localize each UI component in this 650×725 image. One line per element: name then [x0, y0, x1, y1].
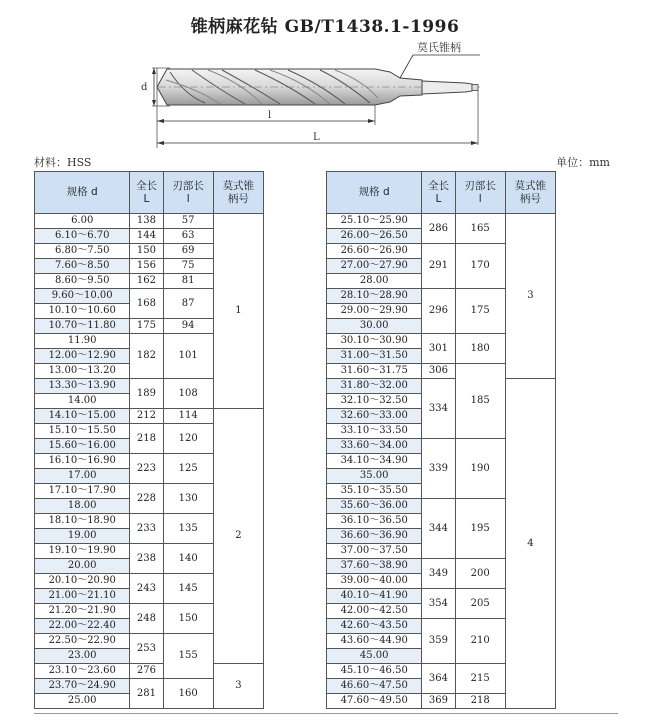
total-length-cell: 339 — [422, 439, 455, 499]
flute-length-cell: 155 — [163, 634, 213, 679]
spec-cell: 23.10～23.60 — [35, 664, 130, 679]
unit-label: 单位：mm — [556, 156, 610, 169]
flute-length-cell: 87 — [163, 289, 213, 319]
spec-cell: 20.10～20.90 — [35, 574, 130, 589]
flute-length-cell: 114 — [163, 409, 213, 424]
spec-cell: 36.60～36.90 — [327, 529, 422, 544]
spec-cell: 43.60～44.90 — [327, 634, 422, 649]
flute-length-cell: 94 — [163, 319, 213, 334]
spec-cell: 35.10～35.50 — [327, 484, 422, 499]
table-row — [35, 409, 264, 424]
spec-cell: 23.70～24.90 — [35, 679, 130, 694]
spec-cell: 25.10～25.90 — [327, 214, 422, 229]
total-length-cell: 344 — [422, 499, 455, 559]
drill-drawing — [130, 40, 510, 148]
header-spec: 规格 d — [35, 172, 130, 214]
material-label: 材料：HSS — [34, 156, 92, 169]
spec-cell: 30.10～30.90 — [327, 334, 422, 349]
total-length-cell: 150 — [130, 244, 163, 259]
spec-cell: 17.00 — [35, 469, 130, 484]
total-length-cell: 364 — [422, 664, 455, 694]
total-length-cell: 281 — [130, 679, 163, 709]
total-length-cell: 369 — [422, 694, 455, 709]
total-length-cell: 156 — [130, 259, 163, 274]
total-length-cell: 253 — [130, 634, 163, 664]
flute-length-cell: 200 — [455, 559, 505, 589]
spec-cell: 6.00 — [35, 214, 130, 229]
shank-label: 莫氏锥柄 — [417, 41, 461, 54]
table-row — [327, 214, 556, 229]
spec-cell: 20.00 — [35, 559, 130, 574]
morse-taper-cell: 1 — [213, 214, 263, 409]
total-length-cell: 182 — [130, 334, 163, 379]
spec-cell: 37.60～38.90 — [327, 559, 422, 574]
total-length-cell: 359 — [422, 619, 455, 664]
table-row — [35, 664, 264, 679]
spec-cell: 23.00 — [35, 649, 130, 664]
spec-cell: 45.10～46.50 — [327, 664, 422, 679]
flute-length-cell: 215 — [455, 664, 505, 694]
spec-cell: 31.60～31.75 — [327, 364, 422, 379]
flute-length-cell: 165 — [455, 214, 505, 244]
flute-length-cell: 205 — [455, 589, 505, 619]
total-length-cell: 189 — [130, 379, 163, 409]
flute-length-cell: 218 — [455, 694, 505, 709]
spec-cell: 31.00～31.50 — [327, 349, 422, 364]
flute-length-cell: 135 — [163, 514, 213, 544]
spec-cell: 21.00～21.10 — [35, 589, 130, 604]
spec-cell: 16.10～16.90 — [35, 454, 130, 469]
spec-cell: 29.00～29.90 — [327, 304, 422, 319]
header-flute-length: 刃部长 l — [163, 172, 213, 214]
flute-length-cell: 175 — [455, 289, 505, 334]
total-length-cell: 162 — [130, 274, 163, 289]
total-length-cell: 243 — [130, 574, 163, 604]
total-length-cell: 291 — [422, 244, 455, 289]
table-row — [35, 214, 264, 229]
total-length-cell: 301 — [422, 334, 455, 364]
total-length-cell: 212 — [130, 409, 163, 424]
spec-cell: 19.00 — [35, 529, 130, 544]
spec-cell: 35.00 — [327, 469, 422, 484]
flute-length-cell: 180 — [455, 334, 505, 364]
spec-cell: 6.80～7.50 — [35, 244, 130, 259]
spec-cell: 18.10～18.90 — [35, 514, 130, 529]
spec-cell: 14.00 — [35, 394, 130, 409]
spec-cell: 14.10～15.00 — [35, 409, 130, 424]
spec-cell: 10.70～11.80 — [35, 319, 130, 334]
header-total-length: 全长 L — [130, 172, 163, 214]
flute-length-cell: 101 — [163, 334, 213, 379]
spec-cell: 35.60～36.00 — [327, 499, 422, 514]
spec-table-left — [34, 171, 264, 709]
total-length-cell: 276 — [130, 664, 163, 679]
flute-length-cell: 130 — [163, 484, 213, 514]
spec-cell: 13.00～13.20 — [35, 364, 130, 379]
flute-length-cell: 57 — [163, 214, 213, 229]
flute-length-cell: 140 — [163, 544, 213, 574]
spec-cell: 11.90 — [35, 334, 130, 349]
flute-length-cell: 190 — [455, 439, 505, 499]
spec-cell: 22.00～22.40 — [35, 619, 130, 634]
spec-cell: 27.00～27.90 — [327, 259, 422, 274]
flute-length-cell: 75 — [163, 259, 213, 274]
total-length-cell: 296 — [422, 289, 455, 334]
header-flute-length: 刃部长 l — [455, 172, 505, 214]
flute-length-cell: 120 — [163, 424, 213, 454]
total-length-cell: 175 — [130, 319, 163, 334]
spec-cell: 33.60～34.00 — [327, 439, 422, 454]
spec-cell: 42.00～42.50 — [327, 604, 422, 619]
spec-table-right — [326, 171, 556, 709]
total-length-cell: 233 — [130, 514, 163, 544]
flute-length-cell: 81 — [163, 274, 213, 289]
spec-cell: 31.80～32.00 — [327, 379, 422, 394]
spec-cell: 42.60～43.50 — [327, 619, 422, 634]
spec-cell: 22.50～22.90 — [35, 634, 130, 649]
bottom-rule — [34, 713, 618, 714]
total-length-cell: 138 — [130, 214, 163, 229]
total-length-cell: 168 — [130, 289, 163, 319]
table-row — [327, 379, 556, 394]
morse-taper-cell: 2 — [213, 409, 263, 664]
spec-cell: 40.10～41.90 — [327, 589, 422, 604]
header-morse-taper: 莫式锥 柄号 — [505, 172, 555, 214]
morse-taper-cell: 4 — [505, 379, 555, 709]
flute-length-cell: 69 — [163, 244, 213, 259]
spec-cell: 37.00～37.50 — [327, 544, 422, 559]
total-length-cell: 223 — [130, 454, 163, 484]
spec-cell: 45.00 — [327, 649, 422, 664]
header-spec: 规格 d — [327, 172, 422, 214]
flute-length-cell: 145 — [163, 574, 213, 604]
spec-cell: 15.10～15.50 — [35, 424, 130, 439]
spec-cell: 30.00 — [327, 319, 422, 334]
dim-l-label: l — [268, 110, 272, 121]
flute-length-cell: 195 — [455, 499, 505, 559]
total-length-cell: 306 — [422, 364, 455, 379]
header-total-length: 全长 L — [422, 172, 455, 214]
spec-cell: 25.00 — [35, 694, 130, 709]
spec-cell: 8.60～9.50 — [35, 274, 130, 289]
spec-cell: 21.20～21.90 — [35, 604, 130, 619]
dim-L-label: L — [313, 132, 320, 143]
spec-cell: 13.30～13.90 — [35, 379, 130, 394]
morse-taper-shank — [422, 81, 472, 94]
spec-cell: 33.10～33.50 — [327, 424, 422, 439]
total-length-cell: 238 — [130, 544, 163, 574]
spec-cell: 32.60～33.00 — [327, 409, 422, 424]
spec-cell: 6.10～6.70 — [35, 229, 130, 244]
total-length-cell: 228 — [130, 484, 163, 514]
spec-cell: 15.60～16.00 — [35, 439, 130, 454]
spec-cell: 26.60～26.90 — [327, 244, 422, 259]
flute-length-cell: 160 — [163, 679, 213, 709]
flute-length-cell: 185 — [455, 364, 505, 439]
spec-cell: 28.10～28.90 — [327, 289, 422, 304]
spec-cell: 47.60～49.50 — [327, 694, 422, 709]
header-morse-taper: 莫式锥 柄号 — [213, 172, 263, 214]
spec-cell: 36.10～36.50 — [327, 514, 422, 529]
total-length-cell: 144 — [130, 229, 163, 244]
spec-cell: 26.00～26.50 — [327, 229, 422, 244]
total-length-cell: 349 — [422, 559, 455, 589]
total-length-cell: 354 — [422, 589, 455, 619]
spec-cell: 32.10～32.50 — [327, 394, 422, 409]
spec-cell: 19.10～19.90 — [35, 544, 130, 559]
morse-taper-cell: 3 — [213, 664, 263, 709]
flute-length-cell: 150 — [163, 604, 213, 634]
flute-length-cell: 170 — [455, 244, 505, 289]
flute-length-cell: 125 — [163, 454, 213, 484]
spec-cell: 17.10～17.90 — [35, 484, 130, 499]
flute-length-cell: 63 — [163, 229, 213, 244]
total-length-cell: 334 — [422, 379, 455, 439]
flute-length-cell: 108 — [163, 379, 213, 409]
spec-cell: 18.00 — [35, 499, 130, 514]
spec-cell: 7.60～8.50 — [35, 259, 130, 274]
dim-d-label: d — [141, 82, 148, 93]
total-length-cell: 218 — [130, 424, 163, 454]
total-length-cell: 286 — [422, 214, 455, 244]
morse-taper-cell: 3 — [505, 214, 555, 379]
spec-cell: 46.60～47.50 — [327, 679, 422, 694]
spec-cell: 9.60～10.00 — [35, 289, 130, 304]
spec-cell: 39.00～40.00 — [327, 574, 422, 589]
spec-cell: 10.10～10.60 — [35, 304, 130, 319]
total-length-cell: 248 — [130, 604, 163, 634]
flute-length-cell: 210 — [455, 619, 505, 664]
spec-cell: 28.00 — [327, 274, 422, 289]
page-title: 锥柄麻花钻 GB/T1438.1-1996 — [190, 17, 460, 37]
spec-cell: 12.00～12.90 — [35, 349, 130, 364]
spec-cell: 34.10～34.90 — [327, 454, 422, 469]
